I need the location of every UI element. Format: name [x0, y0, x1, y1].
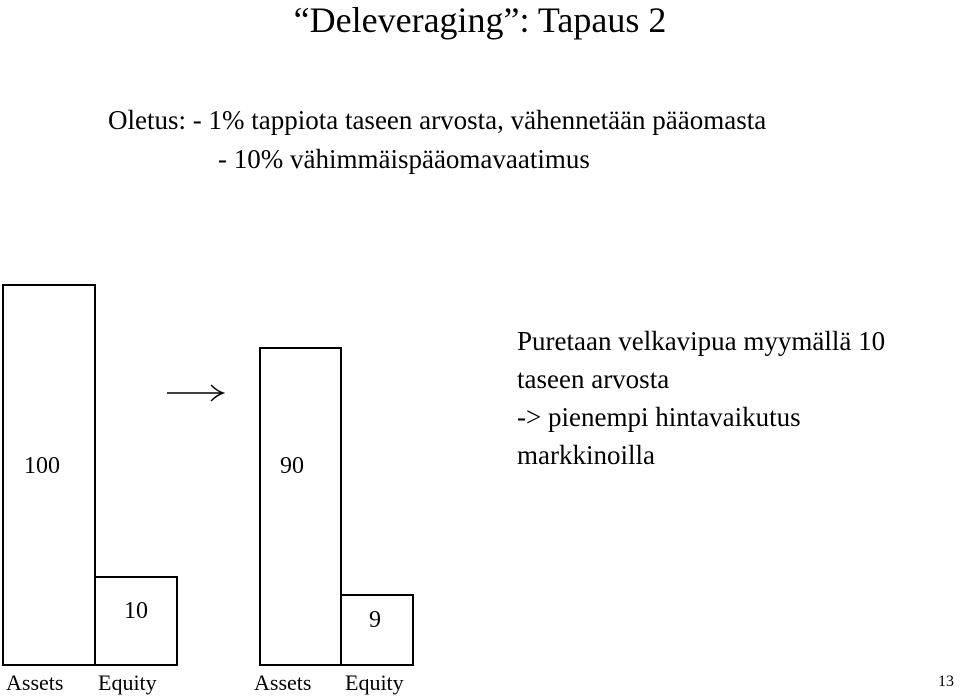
page-number: 13 — [938, 673, 954, 690]
after-assets-label: Assets — [254, 670, 312, 695]
before-assets-label: Assets — [6, 670, 64, 695]
note-line-2: taseen arvosta — [517, 364, 670, 394]
after-equity-label: Equity — [345, 670, 404, 695]
right-arrow-icon — [165, 380, 227, 404]
after-assets-value: 90 — [280, 453, 304, 479]
before-equity-value: 10 — [124, 598, 148, 624]
slide-title: “Deleveraging”: Tapaus 2 — [293, 0, 667, 40]
assumption-line-1: Oletus: - 1% tappiota taseen arvosta, vähennetään pääomasta — [108, 105, 767, 135]
before-assets-value: 100 — [24, 453, 60, 479]
note-line-4: markkinoilla — [517, 440, 655, 470]
note-line-3: -> pienempi hintavaikutus — [517, 402, 801, 432]
before-equity-label: Equity — [98, 670, 157, 695]
assumption-line-2: - 10% vähimmäispääomavaatimus — [218, 144, 590, 174]
note-line-1: Puretaan velkavipua myymällä 10 — [517, 326, 886, 356]
after-assets-bar — [259, 347, 342, 666]
after-equity-value: 9 — [369, 607, 381, 633]
